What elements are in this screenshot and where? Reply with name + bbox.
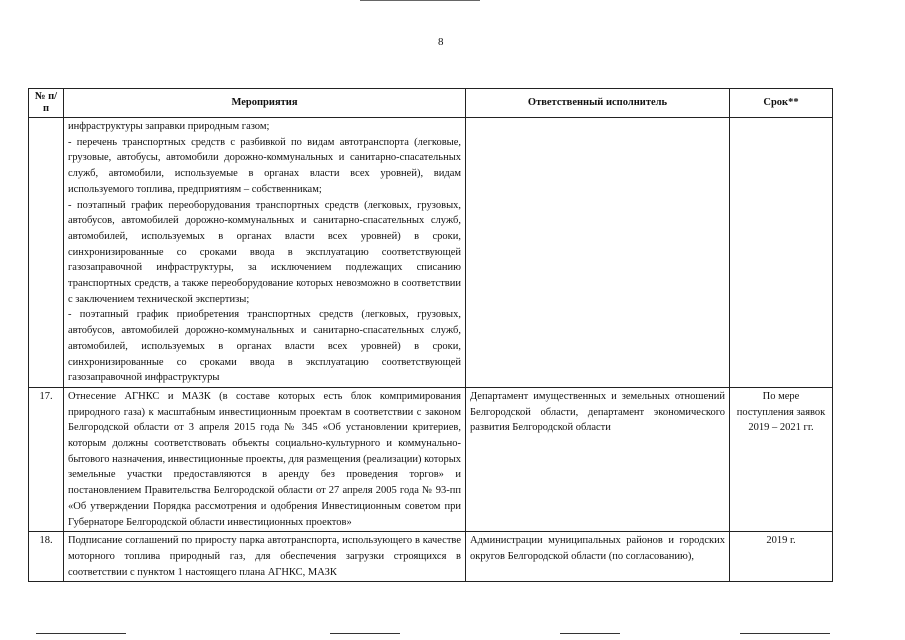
table-row — [29, 387, 833, 531]
row-term: 2019 г. — [730, 532, 833, 582]
table-row — [29, 118, 833, 388]
page-number: 8 — [438, 36, 444, 48]
bottom-edge-line — [740, 633, 830, 634]
bottom-edge-line — [36, 633, 126, 634]
row-number: 18. — [29, 532, 64, 582]
activity-paragraph: инфраструктуры заправки природным газом; — [68, 121, 270, 132]
header-responsible: Ответственный исполнитель — [466, 89, 730, 118]
header-activities: Мероприятия — [64, 89, 466, 118]
activity-paragraph: Подписание соглашений по приросту парка автотранспорта, использующего в качестве моторного топлива природный газ, для обеспечения загрузки строящихся в соответствии с пунктом 1 настоящего плана АГНКС, МАЗК — [68, 535, 461, 578]
top-edge-line — [360, 0, 480, 1]
row-responsible: Администрации муниципальных районов и городских округов Белгородской области (по согласованию), — [466, 532, 730, 582]
table-header-row — [29, 89, 833, 118]
header-num: № п/п — [29, 89, 64, 118]
activity-paragraph: Отнесение АГНКС и МАЗК (в составе которых есть блок компримирования природного газа) к масштабным инвестиционным проектам в соответствии с законом Белгородской области от 3 апреля 2015 года № 345 «Об установлении критериев, которым должны соответствовать объекты социально-культурного и коммунально-бытового назначения, инвестиционные проекты, для размещения (реализации) которых земельные участки предоставляются в аренду без проведения торгов» и постановлением Правительства Белгородской области от 27 апреля 2005 года № 93-пп «Об утверждении Порядка рассмотрения и одобрения Инвестиционным советом при Губернаторе Белгородской области инвестиционных проектов» — [68, 390, 462, 528]
row-number: 17. — [29, 387, 64, 531]
bottom-edge-line — [330, 633, 400, 634]
row-term: По мере поступления заявок 2019 – 2021 гг. — [730, 387, 833, 531]
bottom-edge-line — [560, 633, 620, 634]
table-row — [29, 532, 833, 582]
activity-paragraph: - перечень транспортных средств с разбивкой по видам автотранспорта (легковые, грузовые, автобусы, автомобили дорожно-коммунальных и санитарно-спасательных служб, автомобили, используемые в органах власти всех уровней), видам используемого топлива, предприятиям – собственникам; — [68, 136, 461, 195]
row-number — [29, 118, 64, 388]
row-activities — [64, 118, 466, 388]
row-responsible: Департамент имущественных и земельных отношений Белгородской области, департамент экономического развития Белгородской области — [466, 387, 730, 531]
activity-paragraph: - поэтапный график переоборудования транспортных средств (легковых, грузовых, автобусов, автомобилей дорожно-коммунальных и санитарно-спасательных служб, автомобилей, используемых в органах власти всех уровней) в сроки, синхронизированные со сроками ввода в эксплуатацию соответствующей газозаправочной инфраструктуры, за исключением подлежащих списанию транспортных средств, а также переоборудование которых невозможно в соответствии с заключением технической экспертизы; — [68, 199, 461, 305]
row-activities — [64, 387, 466, 531]
activity-paragraph: - поэтапный график приобретения транспортных средств (легковых, грузовых, автобусов, автомобилей дорожно-коммунальных и санитарно-спасательных служб, автомобилей, используемых в органах власти всех уровней) в сроки, синхронизированные со сроками ввода в эксплуатацию соответствующей газозаправочной инфраструктуры — [68, 309, 461, 384]
header-term: Срок** — [730, 89, 833, 118]
row-responsible — [466, 118, 730, 388]
row-term — [730, 118, 833, 388]
row-activities — [64, 532, 466, 582]
plan-table — [28, 88, 833, 582]
